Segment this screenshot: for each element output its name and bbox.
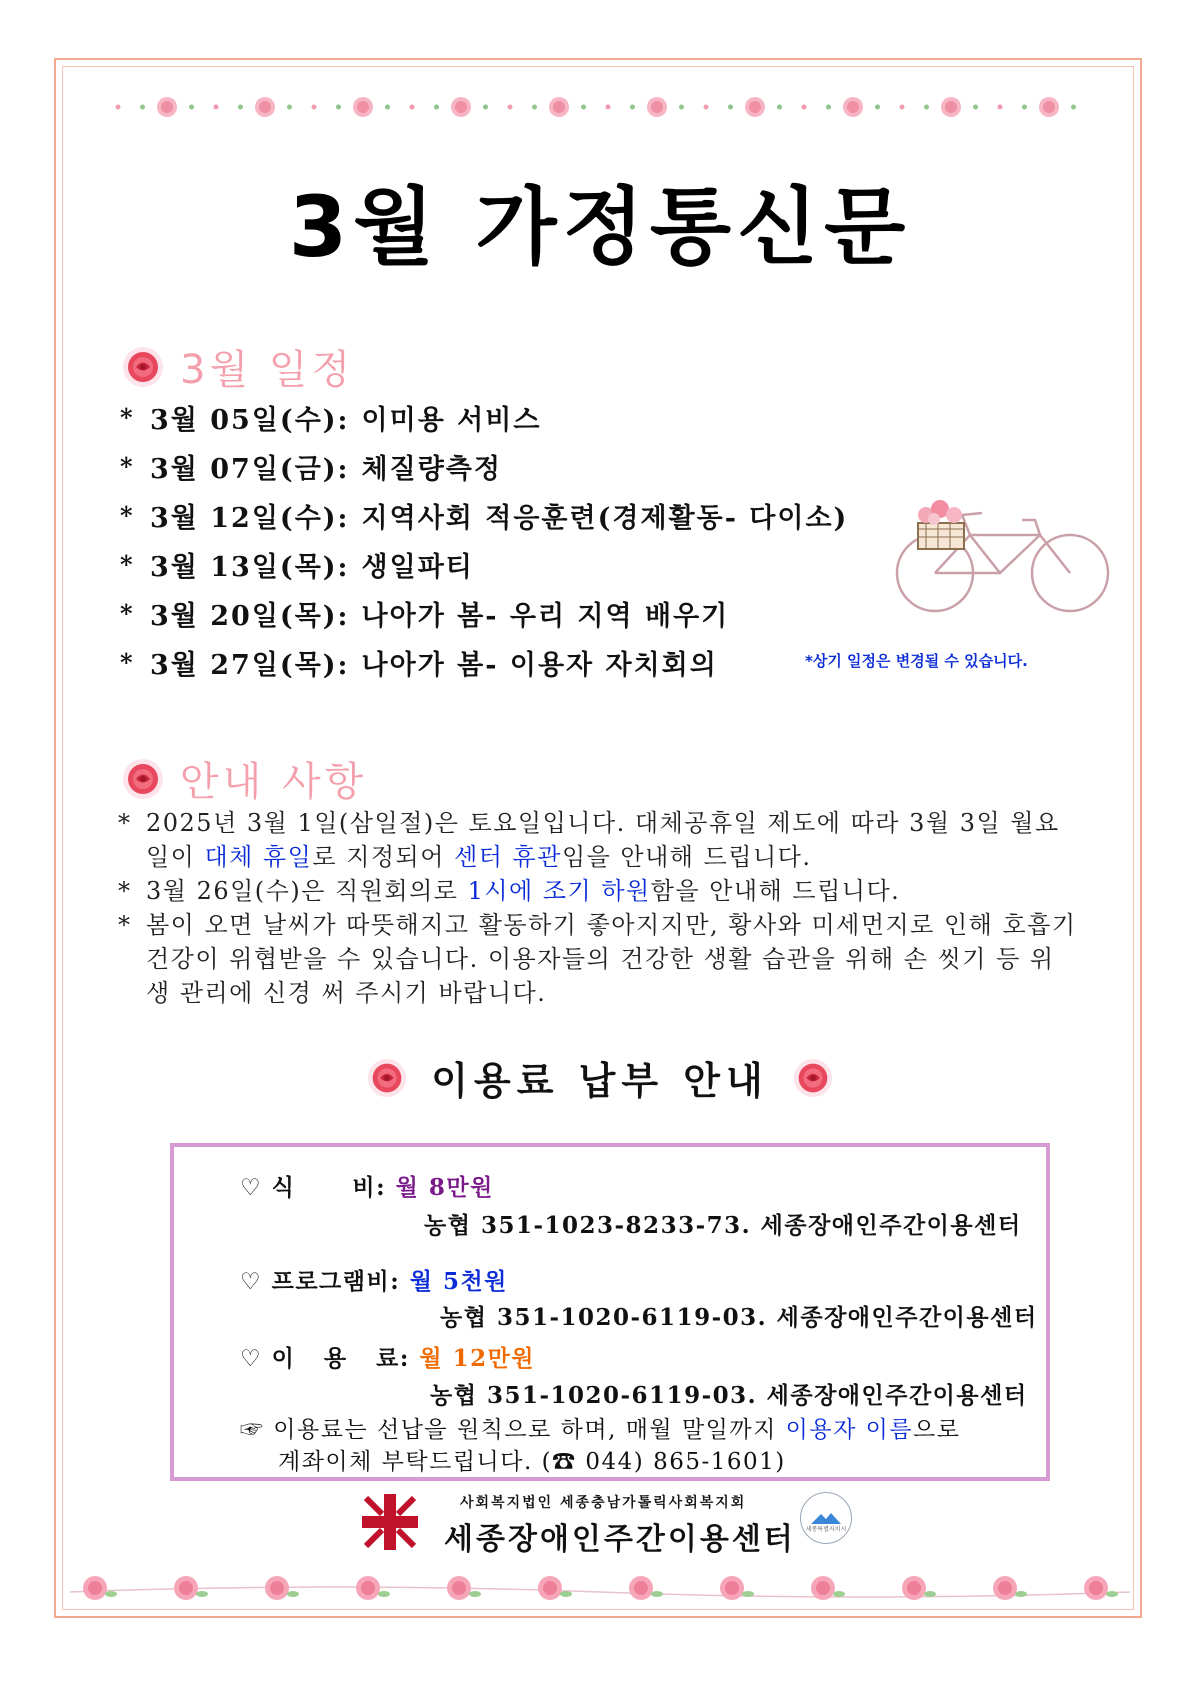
notice-heading-label: 안내 사항 xyxy=(180,759,368,805)
program-fee-account: 농협 351-1020-6119-03. 세종장애인주간이용센터 xyxy=(440,1304,1038,1331)
list-item: * 3월 13일(목): 생일파티 xyxy=(120,550,474,583)
list-item: * 3월 20일(목): 나아가 봄- 우리 지역 배우기 xyxy=(120,599,730,632)
list-item: * 3월 05일(수): 이미용 서비스 xyxy=(120,403,542,436)
transfer-note-contact: 계좌이체 부탁드립니다. (☎ 044) 865-1601) xyxy=(278,1449,786,1475)
fees-heading xyxy=(0,1050,1200,1105)
notice-heading xyxy=(120,750,367,807)
meal-fee-amount: 월 8만원 xyxy=(395,1174,494,1201)
meal-fee-row xyxy=(240,1169,494,1202)
usage-fee-account: 농협 351-1020-6119-03. 세종장애인주간이용센터 xyxy=(430,1382,1028,1409)
rose-garland-bottom xyxy=(70,1570,1130,1606)
bicycle-icon xyxy=(890,485,1120,615)
rose-icon xyxy=(791,1056,835,1100)
meal-fee-account: 농협 351-1023-8233-73. 세종장애인주간이용센터 xyxy=(424,1212,1022,1239)
org-name: 세종장애인주간이용센터 xyxy=(444,1522,796,1557)
meal-fee-label: ♡ 식 비: xyxy=(240,1174,387,1201)
program-fee-label: ♡ 프로그램비: xyxy=(240,1268,401,1295)
sejong-seal-icon xyxy=(800,1492,852,1544)
rose-garland-top xyxy=(110,92,1090,122)
page-title: 3월 가정통신문 xyxy=(288,178,912,276)
list-item: * 2025년 3월 1일(삼일절)은 토요일입니다. 대체공휴일 제도에 따라 3월 3일 월요일이 대체 휴일로 지정되어 센터 휴관임을 안내해 드립니다. xyxy=(118,809,1060,871)
list-item: * 3월 27일(목): 나아가 봄- 이용자 자치회의 xyxy=(120,648,718,681)
list-item: * 3월 12일(수): 지역사회 적응훈련(경제활동- 다이소) xyxy=(120,501,849,534)
fees-heading-label: 이용료 납부 안내 xyxy=(431,1059,769,1103)
usage-fee-amount: 월 12만원 xyxy=(419,1345,536,1372)
fees-box xyxy=(170,1143,1050,1481)
schedule-list xyxy=(120,393,848,687)
rose-icon xyxy=(120,756,166,802)
list-item: * 3월 26일(수)은 직원회의로 1시에 조기 하원함을 안내해 드립니다. xyxy=(118,877,901,905)
seal-label: 세종특별자치시 xyxy=(805,1526,847,1533)
program-fee-row xyxy=(240,1263,508,1296)
rose-icon xyxy=(365,1056,409,1100)
schedule-change-note: *상기 일정은 변경될 수 있습니다. xyxy=(805,652,1028,670)
notice-list xyxy=(118,806,1078,1010)
org-subtitle: 사회복지법인 세종충남가톨릭사회복지회 xyxy=(460,1495,747,1511)
usage-fee-row xyxy=(240,1340,535,1373)
schedule-heading-label: 3월 일정 xyxy=(180,347,355,393)
rose-icon xyxy=(120,344,166,390)
list-item: * 봄이 오면 날씨가 따뜻해지고 활동하기 좋아지지만, 황사와 미세먼지로 인해 호흡기 건강이 위협받을 수 있습니다. 이용자들의 건강한 생활 습관을 위해 손 씻기 등 위생 관리에 신경 써 주시기 바랍니다. xyxy=(118,911,1077,1007)
usage-fee-label: ♡ 이 용 료: xyxy=(240,1345,410,1372)
transfer-note: ☞ 이용료는 선납을 원칙으로 하며, 매월 말일까지 이용자 이름으로 xyxy=(240,1417,961,1443)
program-fee-amount: 월 5천원 xyxy=(409,1268,508,1295)
list-item: * 3월 07일(금): 체질량측정 xyxy=(120,452,502,485)
schedule-heading xyxy=(120,338,354,395)
